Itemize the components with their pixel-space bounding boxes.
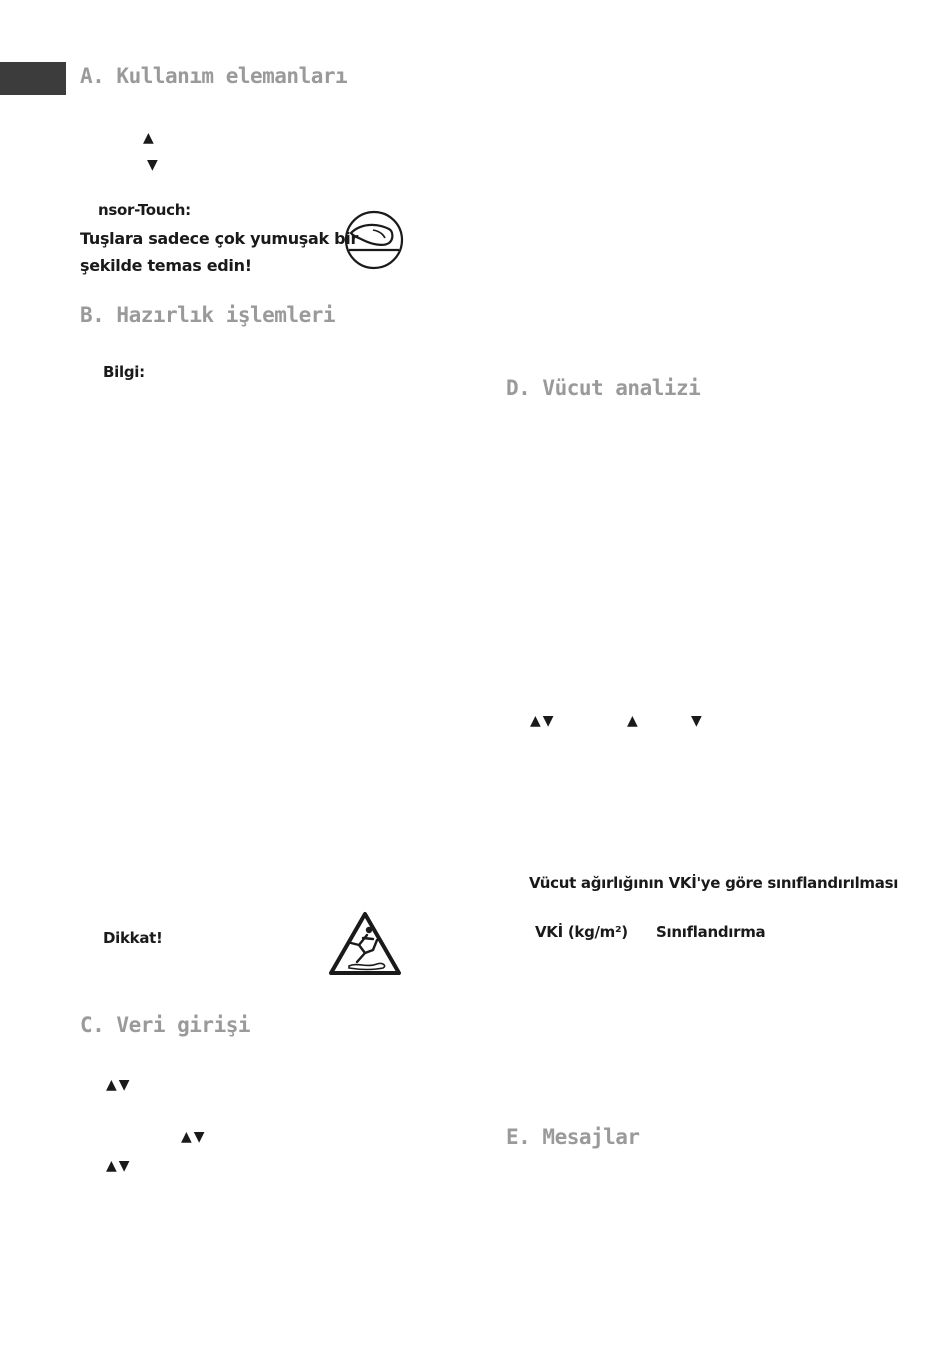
- classification-column-header: Sınıflandırma: [656, 923, 766, 941]
- sensor-touch-line2: şekilde temas edin!: [80, 256, 252, 275]
- down-arrow-icon: ▼: [147, 157, 160, 173]
- section-c-title: C. Veri girişi: [80, 1013, 251, 1037]
- bmi-column-header: VKİ (kg/m²): [535, 923, 628, 941]
- bmi-classification-heading: Vücut ağırlığının VKİ'ye göre sınıflandırılması: [529, 874, 899, 892]
- finger-touch-icon: [343, 209, 405, 271]
- caution-label: Dikkat!: [103, 929, 163, 947]
- up-arrow-icon: ▲: [627, 713, 640, 729]
- up-down-arrows-icon: ▲▼: [106, 1158, 132, 1174]
- slip-warning-icon: [327, 910, 403, 978]
- info-label: Bilgi:: [103, 363, 145, 381]
- up-down-arrows-icon: ▲▼: [530, 713, 556, 729]
- up-arrow-icon: ▲: [143, 130, 156, 146]
- sensor-touch-line1: Tuşlara sadece çok yumuşak bir: [80, 229, 359, 248]
- down-arrow-icon: ▼: [691, 713, 704, 729]
- section-d-title: D. Vücut analizi: [506, 376, 701, 400]
- section-e-title: E. Mesajlar: [506, 1125, 640, 1149]
- section-b-title: B. Hazırlık işlemleri: [80, 303, 336, 327]
- page-tab-marker: [0, 62, 66, 95]
- up-down-arrows-icon: ▲▼: [106, 1077, 132, 1093]
- up-down-arrows-icon: ▲▼: [181, 1129, 207, 1145]
- section-a-title: A. Kullanım elemanları: [80, 64, 348, 88]
- sensor-touch-label: nsor-Touch:: [98, 201, 191, 219]
